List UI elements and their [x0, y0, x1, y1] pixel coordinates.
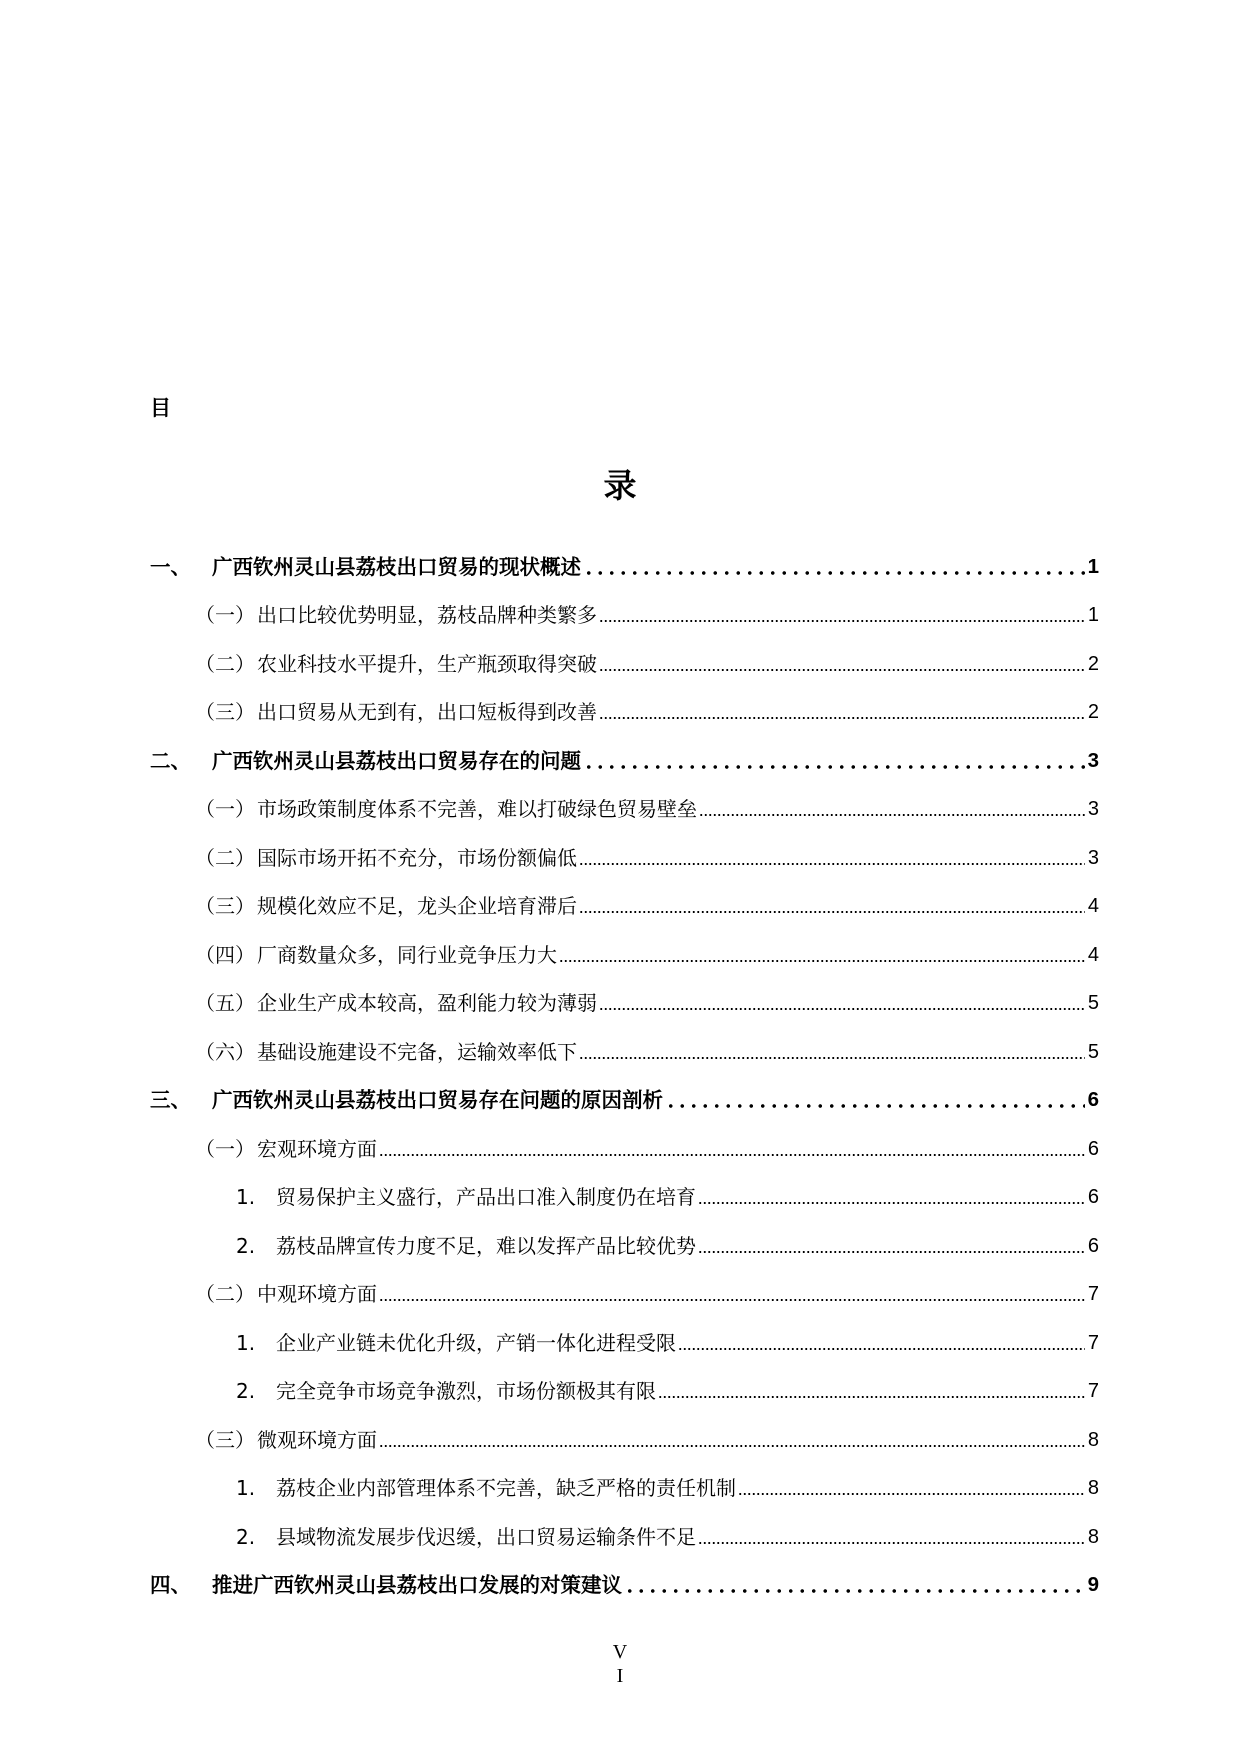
toc-entry-page: 3 — [1087, 748, 1099, 772]
toc-entry-level1[interactable] — [150, 726, 1099, 775]
toc-entry-number: （三） — [195, 700, 255, 724]
toc-entry-level2[interactable] — [150, 872, 1099, 921]
toc-entry-page: 2 — [1087, 701, 1099, 723]
page-number — [0, 1640, 1240, 1688]
toc-title-part1: 目 — [150, 396, 171, 420]
toc-entry-page: 4 — [1087, 895, 1099, 917]
page-number-line1: V — [612, 1641, 628, 1663]
dot-leader — [658, 1395, 1085, 1399]
toc-entry-text: 厂商数量众多，同行业竞争压力大 — [257, 942, 557, 967]
toc-entry-text: 荔枝企业内部管理体系不完善，缺乏严格的责任机制 — [276, 1476, 736, 1500]
toc-entry-page: 1 — [1087, 604, 1099, 626]
toc-entry-number: （四） — [195, 942, 255, 967]
toc-entry-number: （一） — [195, 603, 255, 627]
toc-entry-level2[interactable] — [150, 775, 1099, 824]
toc-entry-text: 广西钦州灵山县荔枝出口贸易存在问题的原因剖析 — [212, 1088, 663, 1112]
toc-entry-number: （三） — [195, 894, 255, 918]
toc-entry-page: 8 — [1087, 1525, 1099, 1548]
page-number-line2: I — [616, 1665, 624, 1687]
dot-leader — [665, 1104, 1085, 1108]
dot-leader — [559, 959, 1085, 963]
toc-entry-number: （二） — [195, 1282, 255, 1306]
toc-entry-number: （一） — [195, 797, 255, 821]
toc-entry-text: 规模化效应不足，龙头企业培育滞后 — [257, 894, 577, 918]
toc-entry-text: 荔枝品牌宣传力度不足，难以发挥产品比较优势 — [276, 1233, 696, 1258]
toc-entry-level3[interactable] — [150, 1357, 1099, 1406]
toc-entry-number: （三） — [195, 1427, 255, 1452]
table-of-contents — [150, 532, 1099, 1599]
toc-entry-level3[interactable] — [150, 1502, 1099, 1551]
dot-leader — [599, 716, 1085, 720]
toc-entry-page: 4 — [1087, 943, 1099, 966]
toc-entry-level2[interactable] — [150, 969, 1099, 1018]
toc-entry-page: 3 — [1087, 846, 1099, 869]
toc-entry-level1[interactable] — [150, 1066, 1099, 1115]
dot-leader — [624, 1589, 1085, 1593]
toc-entry-page: 1 — [1087, 554, 1099, 578]
toc-entry-text: 农业科技水平提升，生产瓶颈取得突破 — [257, 651, 597, 676]
toc-entry-text: 企业产业链未优化升级，产销一体化进程受限 — [276, 1330, 676, 1355]
dot-leader — [738, 1492, 1085, 1496]
toc-entry-page: 6 — [1087, 1234, 1099, 1257]
toc-entry-level1[interactable] — [150, 532, 1099, 581]
toc-entry-text: 微观环境方面 — [257, 1427, 377, 1452]
dot-leader — [698, 1250, 1085, 1254]
toc-entry-page: 9 — [1087, 1573, 1099, 1596]
toc-entry-level3[interactable] — [150, 1308, 1099, 1357]
toc-entry-text: 广西钦州灵山县荔枝出口贸易存在的问题 — [212, 748, 581, 773]
dot-leader — [678, 1347, 1085, 1351]
toc-entry-text: 出口贸易从无到有，出口短板得到改善 — [257, 700, 597, 724]
toc-entry-level3[interactable] — [150, 1163, 1099, 1212]
toc-entry-page: 7 — [1087, 1283, 1099, 1305]
toc-entry-text: 中观环境方面 — [257, 1282, 377, 1306]
toc-entry-level2[interactable] — [150, 1114, 1099, 1163]
toc-entry-text: 完全竞争市场竞争激烈，市场份额极其有限 — [276, 1379, 656, 1403]
toc-title-part2: 录 — [603, 466, 637, 505]
dot-leader — [579, 862, 1085, 866]
toc-entry-page: 7 — [1087, 1331, 1099, 1354]
dot-leader — [379, 1444, 1085, 1448]
toc-entry-text: 宏观环境方面 — [257, 1136, 377, 1161]
toc-entry-page: 6 — [1087, 1088, 1099, 1111]
toc-entry-text: 出口比较优势明显，荔枝品牌种类繁多 — [257, 603, 597, 627]
dot-leader — [698, 1541, 1085, 1545]
toc-entry-level2[interactable] — [150, 581, 1099, 630]
dot-leader — [379, 1298, 1085, 1302]
toc-entry-number: （五） — [195, 991, 255, 1015]
dot-leader — [579, 1056, 1085, 1060]
dot-leader — [698, 1201, 1085, 1205]
toc-entry-page: 6 — [1087, 1186, 1099, 1208]
toc-entry-text: 广西钦州灵山县荔枝出口贸易的现状概述 — [212, 554, 581, 579]
toc-entry-page: 8 — [1087, 1477, 1099, 1499]
toc-entry-text: 企业生产成本较高，盈利能力较为薄弱 — [257, 991, 597, 1015]
dot-leader — [599, 619, 1085, 623]
toc-entry-page: 5 — [1087, 992, 1099, 1014]
toc-entry-text: 县域物流发展步伐迟缓，出口贸易运输条件不足 — [276, 1524, 696, 1549]
toc-entry-page: 2 — [1087, 652, 1099, 675]
toc-entry-number: （六） — [195, 1039, 255, 1064]
toc-entry-level2[interactable] — [150, 823, 1099, 872]
toc-entry-number: 三、 — [150, 1088, 191, 1112]
toc-entry-page: 8 — [1087, 1428, 1099, 1451]
toc-entry-page: 3 — [1087, 798, 1099, 820]
toc-entry-page: 7 — [1087, 1380, 1099, 1402]
toc-entry-number: 1. — [236, 1330, 256, 1355]
toc-entry-number: （二） — [195, 845, 255, 870]
toc-entry-level2[interactable] — [150, 1017, 1099, 1066]
toc-entry-number: （二） — [195, 651, 255, 676]
toc-entry-number: 二、 — [150, 748, 191, 773]
toc-entry-page: 6 — [1087, 1137, 1099, 1160]
toc-entry-page: 5 — [1087, 1040, 1099, 1063]
dot-leader — [699, 813, 1085, 817]
dot-leader — [599, 668, 1085, 672]
toc-entry-text: 贸易保护主义盛行，产品出口准入制度仍在培育 — [276, 1185, 696, 1209]
toc-entry-text: 推进广西钦州灵山县荔枝出口发展的对策建议 — [212, 1573, 622, 1597]
toc-entry-number: 1. — [236, 1185, 256, 1209]
toc-entry-number: （一） — [195, 1136, 255, 1161]
toc-entry-level3[interactable] — [150, 1454, 1099, 1503]
toc-entry-text: 市场政策制度体系不完善，难以打破绿色贸易壁垒 — [257, 797, 697, 821]
toc-entry-level2[interactable] — [150, 1260, 1099, 1309]
dot-leader — [599, 1007, 1085, 1011]
toc-entry-number: 1. — [236, 1476, 256, 1500]
toc-entry-level1[interactable] — [150, 1551, 1099, 1600]
dot-leader — [583, 571, 1085, 575]
dot-leader — [579, 910, 1085, 914]
toc-entry-number: 2. — [236, 1524, 256, 1549]
dot-leader — [583, 765, 1085, 769]
toc-entry-level2[interactable] — [150, 629, 1099, 678]
toc-entry-level2[interactable] — [150, 920, 1099, 969]
dot-leader — [379, 1153, 1085, 1157]
toc-entry-number: 一、 — [150, 554, 191, 579]
toc-entry-level3[interactable] — [150, 1211, 1099, 1260]
toc-entry-number: 2. — [236, 1379, 256, 1403]
toc-entry-text: 国际市场开拓不充分，市场份额偏低 — [257, 845, 577, 870]
toc-entry-level2[interactable] — [150, 1405, 1099, 1454]
toc-entry-level2[interactable] — [150, 678, 1099, 727]
toc-entry-number: 四、 — [150, 1573, 191, 1597]
toc-entry-text: 基础设施建设不完备，运输效率低下 — [257, 1039, 577, 1064]
toc-entry-number: 2. — [236, 1233, 256, 1258]
